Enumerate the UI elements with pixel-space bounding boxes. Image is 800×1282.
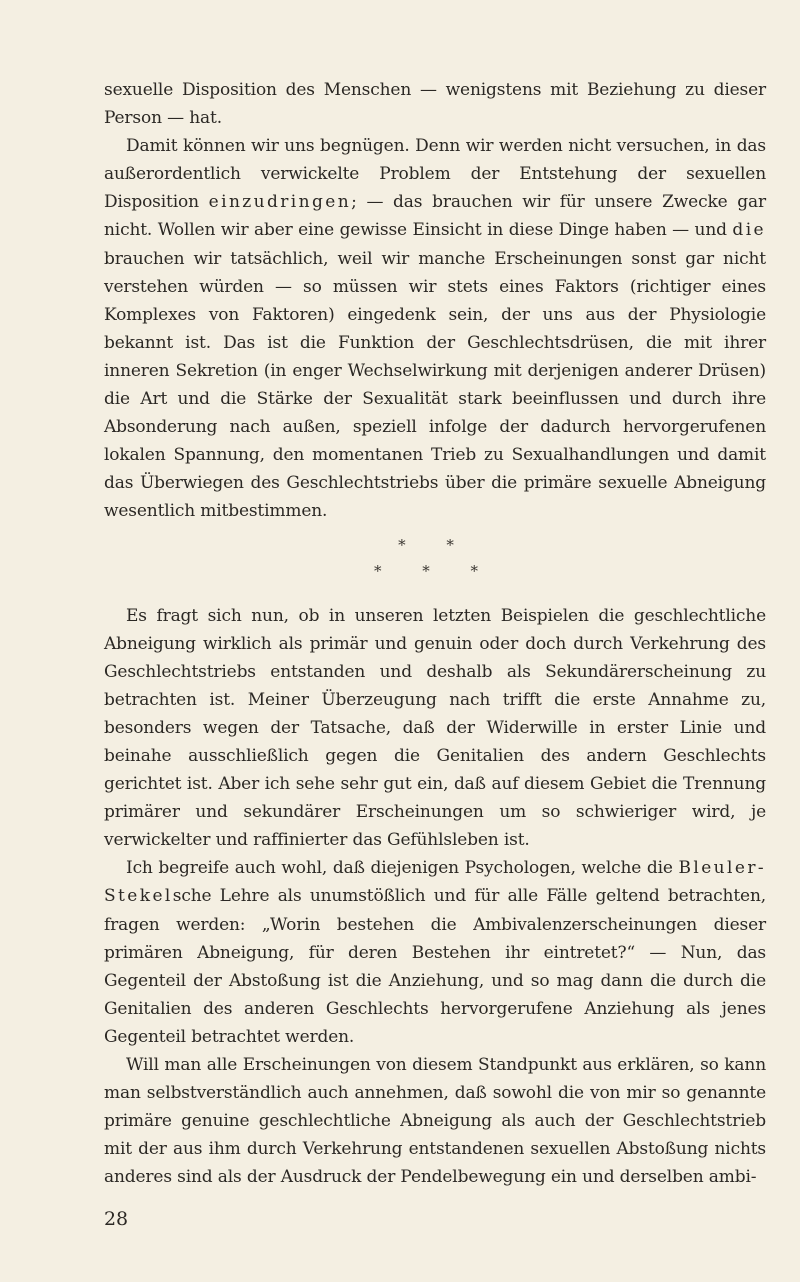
book-page	[104, 76, 766, 1234]
paragraph-einzudringen	[104, 132, 766, 525]
paragraph-text-part: ; — das brauchen wir für unsere Zwecke gar nicht. Wollen wir aber eine gewisse Einsicht in diese Dinge haben — und	[104, 192, 766, 241]
paragraph-question	[104, 602, 766, 855]
paragraph-bleuler-stekel	[104, 854, 766, 1051]
paragraph-continuation	[104, 76, 766, 132]
section-separator-bottom: * * *	[373, 561, 497, 580]
paragraph-text-part: sche Lehre als unumstößlich und für alle Fälle geltend betrachten, fragen werden: „Worin bestehen die Ambivalenzerscheinungen dieser primären Abneigung, für deren Bestehen ihr eintretet?“ — Nun, das Gegenteil der Abstoßung ist die Anziehung, und so mag dann die durch die Genitalien des anderen Geschlechts hervorgerufene Anziehung als jenes Gegenteil betrachtet werden.	[104, 886, 766, 1047]
paragraph-text: Will man alle Erscheinungen von diesem Standpunkt aus erklären, so kann man selbstverständlich auch annehmen, daß sowohl die von mir so genannte primäre genuine geschlechtliche Abneigung als auch der Geschlechtstrieb mit der aus ihm durch Verkehrung entstandenen sexuellen Abstoßung nichts anderes sind als der Ausdruck der Pendelbewegung ein und derselben ambi-	[104, 1055, 766, 1188]
section-separator-top: * *	[398, 535, 472, 554]
emphasized-word: die	[732, 220, 766, 241]
paragraph-text: Es fragt sich nun, ob in unseren letzten Beispielen die geschlechtliche Abneigung wirklich als primär und genuin oder doch durch Verkehrung des Geschlechtstriebs entstanden und deshalb als Sekundärerscheinung zu betrachten ist. Meiner Überzeugung nach trifft die erste Annahme zu, besonders wegen der Tatsache, daß der Widerwille in erster Linie und beinahe ausschließlich gegen die Genitalien des andern Geschlechts gerichtet ist. Aber ich sehe sehr gut ein, daß auf diesem Gebiet die Trennung primärer und sekundärer Erscheinungen um so schwieriger wird, je verwickelter und raffinierter das Gefühlsleben ist.	[104, 605, 766, 851]
paragraph-text-part: Damit können wir uns begnügen. Denn wir werden nicht versuchen, in das außerordentlich verwickelte Problem der Entstehung der sexuellen Disposition	[104, 136, 766, 213]
paragraph-text-part: brauchen wir tatsächlich, weil wir manche Erscheinungen sonst gar nicht verstehen würden — so müssen wir stets eines Faktors (richtiger eines Komplexes von Faktoren) eingedenk sein, der uns aus der Physiologie bekannt ist. Das ist die Funktion der Geschlechtsdrüsen, die mit ihrer inneren Sekretion (in enger Wechselwirkung mit derjenigen anderer Drüsen) die Art und die Stärke der Sexualität stark beeinflussen und durch ihre Absonderung nach außen, speziell infolge der dadurch hervorgerufenen lokalen Spannung, den momentanen Trieb zu Sexualhandlungen und damit das Überwiegen des Geschlechtstriebs über die primäre sexuelle Abneigung wesentlich mitbestimmen.	[104, 248, 766, 522]
emphasized-name: Bleuler-Stekel	[104, 858, 766, 907]
paragraph-pendulum	[104, 1051, 766, 1191]
emphasized-word: einzudringen	[208, 192, 352, 213]
paragraph-text: sexuelle Disposition des Menschen — wenigstens mit Beziehung zu dieser Person — hat.	[104, 80, 766, 129]
paragraph-text-part: Ich begreife auch wohl, daß diejenigen Psychologen, welche die	[126, 858, 679, 879]
page-number: 28	[104, 1208, 128, 1231]
